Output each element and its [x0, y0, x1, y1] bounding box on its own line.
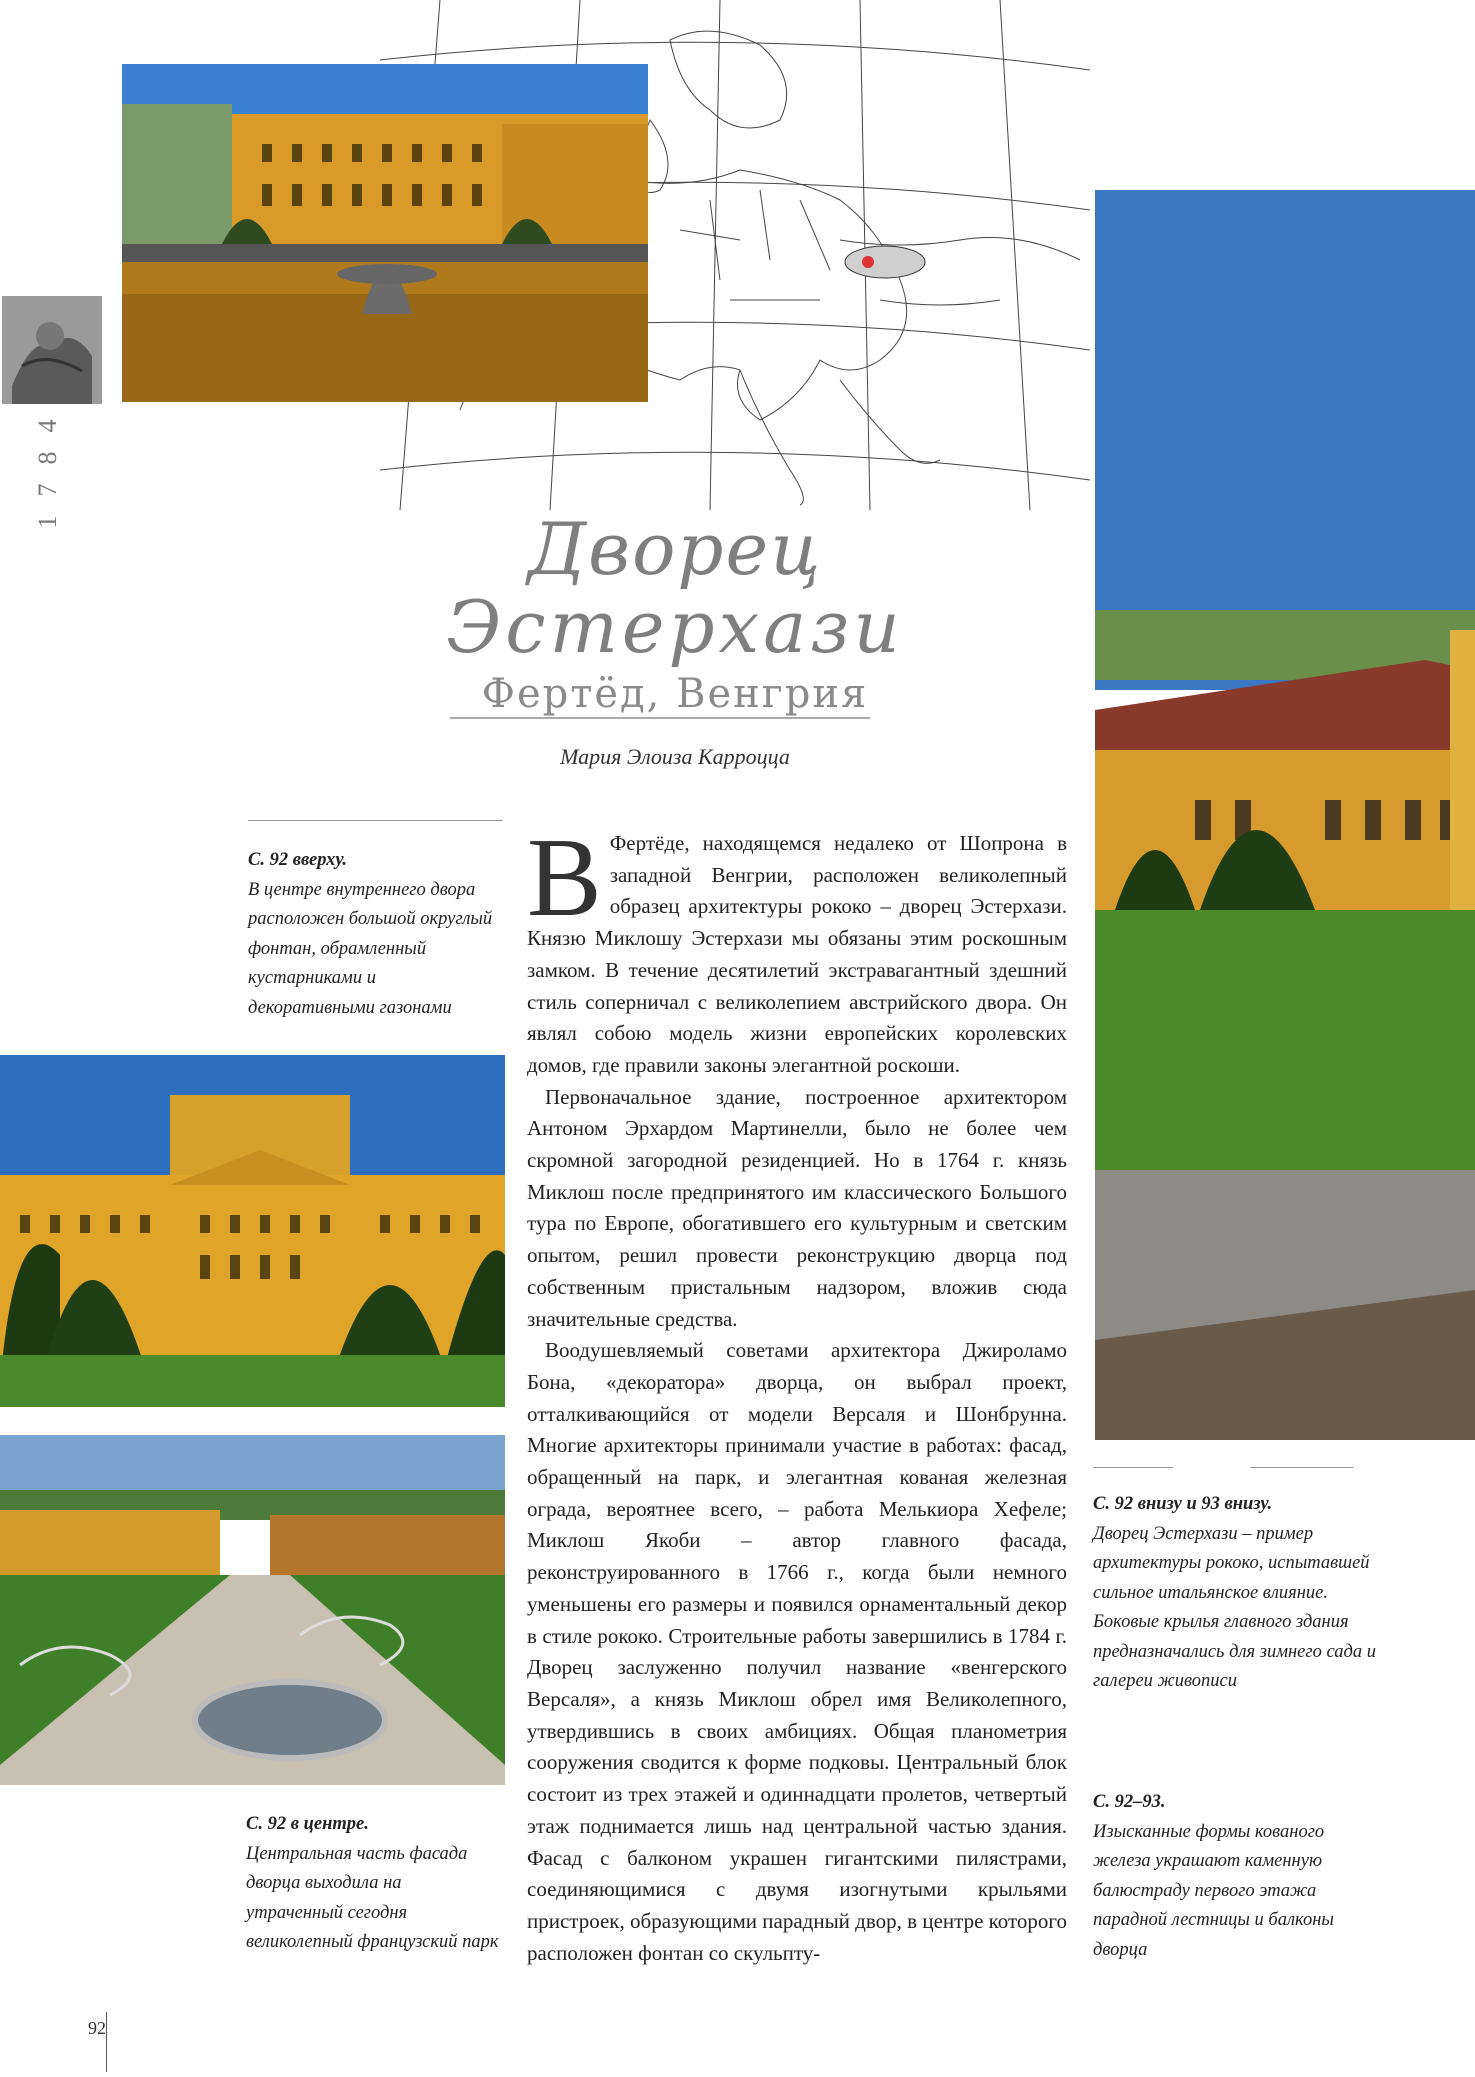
caption-rule	[1250, 1467, 1353, 1468]
hungary-region	[845, 246, 925, 278]
year-digit: 4	[33, 419, 62, 433]
article-author: Мария Элоиза Карроцца	[560, 744, 790, 769]
photo-courtyard-fountain	[122, 64, 648, 402]
body-paragraph: Воодушевляемый советами архитектора Джироламо Бона, «декоратора» дворца, он выбрал проект, отталкивающийся от модели Версаля и Шонбрунна. Многие архитекторы принимали участие в работах: фасад, обращенный на парк, и элегантная кованая железная ограда, вероятнее всего, – работа Мелькиора Хефеле; Миклош Якоби – автор главного фасада, реконструированного в 1766 г., когда были немного уменьшены его размеры и появился орнаментальный декор в стиле рококо. Строительные работы завершились в 1784 г. Дворец заслуженно получил название «венгерского Версаля», а князь Миклош обрел имя Великолепного, утвердившись в своих амбициях. Общая планометрия сооружения сводится к форме подковы. Центральный блок состоит из трех этажей и одиннадцати пролетов, четвертый этаж поднимается лишь над центральной частью здания. Фасад с балконом украшен гигантскими пилястрами, соединяющимися с двумя изогнутыми крыльями пристроек, образующими парадный двор, в центре которого расположен фонтан со скульпту-	[527, 1338, 1067, 1965]
year-digit: 7	[33, 483, 62, 497]
drop-cap: В	[527, 816, 602, 940]
year-digit: 8	[33, 451, 62, 465]
caption-right-bottom	[1093, 1490, 1383, 1697]
caption-text: Дворец Эстерхази – пример архитектуры рококо, испытавшей сильное итальянское влияние. Боковые крылья главного здания предназначались для зимнего сада и галереи живописи	[1093, 1523, 1376, 1691]
article-title	[380, 507, 970, 720]
photo-garden-aerial	[0, 1435, 505, 1785]
title-line1: Дворец	[527, 507, 823, 591]
caption-center	[246, 1810, 501, 1958]
year-digit: 1	[33, 515, 62, 529]
caption-right-ironwork	[1093, 1788, 1383, 1965]
page-number: 92	[88, 2018, 106, 2038]
caption-heading: С. 92 в центре.	[246, 1814, 369, 1834]
caption-text: Центральная часть фасада дворца выходила на утраченный сегодня великолепный французский парк	[246, 1843, 499, 1952]
caption-heading: С. 92 вверху.	[248, 850, 348, 870]
sidebar-year	[30, 410, 66, 538]
caption-text: В центре внутреннего двора расположен большой округлый фонтан, обрамленный кустарниками и декоративными газонами	[248, 879, 493, 1018]
caption-heading: С. 92 внизу и 93 внизу.	[1093, 1494, 1273, 1514]
paragraph-text: Фертёде, находящемся недалеко от Шопрона в западной Венгрии, расположен великолепный образец архитектуры рококо – дворец Эстерхази. Князю Миклошу Эстерхази мы обязаны этим роскошным замком. В течение десятилетий экстравагантный здешний стиль соперничал с великолепием австрийского двора. Он являл собою модель жизни европейских королевских домов, где правили законы элегантной роскоши.	[527, 831, 1067, 1077]
body-paragraph: Первоначальное здание, построенное архитектором Антоном Эрхардом Мартинелли, было не более чем скромной загородной резиденцией. Но в 1764 г. князь Миклош после предпринятого им классического Большого тура по Европе, обогатившего его культурным и светским опытом, решил провести реконструкцию дворца под собственным пристальным надзором, вложив сюда значительные средства.	[527, 1084, 1067, 1331]
article-body	[527, 816, 1067, 1969]
location-marker-icon	[862, 256, 874, 268]
photo-palace-facade	[0, 1055, 505, 1407]
article-subtitle: Фертёд, Венгрия	[481, 671, 869, 717]
body-paragraph	[527, 816, 1067, 1082]
photo-palace-wing	[1095, 190, 1475, 1440]
caption-text: Изысканные формы кованого железа украшают каменную балюстраду первого этажа парадной лестницы и балконы дворца	[1093, 1821, 1334, 1960]
caption-rule	[1093, 1467, 1173, 1468]
caption-rule	[248, 820, 503, 821]
sidebar-thumbnail	[2, 296, 102, 404]
title-line2: Эстерхази	[446, 585, 904, 669]
caption-top	[248, 846, 503, 1023]
title-rule	[450, 717, 870, 719]
page-tick	[106, 2012, 107, 2072]
caption-heading: С. 92–93.	[1093, 1792, 1166, 1812]
